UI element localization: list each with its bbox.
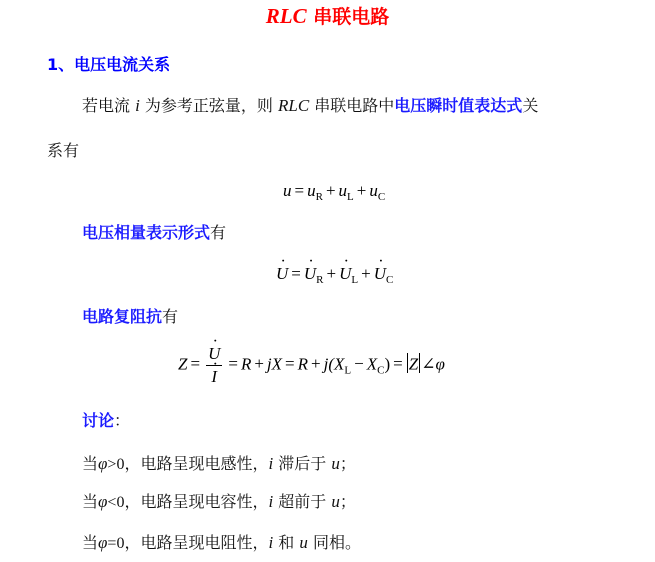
var-i: i — [135, 96, 140, 115]
eq-subscript: C — [377, 364, 385, 377]
eq-paren: ) — [384, 354, 391, 374]
colon: ： — [114, 411, 131, 430]
eq-symbol: u — [307, 181, 316, 200]
item-text: >0，电路呈现电感性， — [107, 456, 269, 473]
highlight-instantaneous: 电压瞬时值表达式 — [394, 96, 523, 115]
eq-symbol: φ — [435, 354, 445, 374]
item-text: 当 — [82, 533, 99, 552]
eq-subscript: R — [315, 191, 323, 203]
equation-impedance — [178, 343, 445, 388]
eq-symbol: X — [334, 354, 345, 374]
equation-phasor — [276, 262, 393, 286]
var-i: i — [268, 533, 274, 552]
eq-operator: + — [326, 264, 337, 283]
equation-instantaneous — [283, 179, 385, 203]
eq-symbol: u — [338, 181, 348, 200]
item-text: 当 — [82, 492, 99, 511]
discussion-label — [82, 409, 130, 433]
intro-paragraph-line1 — [82, 94, 538, 118]
eq-subscript: C — [385, 274, 394, 286]
eq-operator: = — [294, 181, 305, 200]
eq-subscript: R — [316, 274, 324, 286]
eq-subscript: C — [377, 191, 386, 203]
var-i: i — [268, 492, 274, 511]
var-u: u — [331, 454, 340, 473]
item-text: 当 — [82, 454, 99, 473]
eq-symbol: u — [369, 181, 378, 200]
eq-phasor-symbol: · U — [339, 262, 351, 286]
abs-bar — [407, 353, 408, 373]
eq-operator: + — [361, 264, 371, 283]
eq-operator: = — [285, 354, 295, 374]
eq-fraction — [206, 343, 222, 388]
phi-symbol: φ — [98, 533, 108, 552]
eq-symbol: u — [283, 181, 292, 200]
label-text: 有 — [210, 223, 227, 242]
eq-operator: = — [393, 354, 403, 374]
item-text: <0，电路呈现电容性， — [107, 494, 269, 511]
eq-subscript: L — [347, 191, 354, 203]
item-text: ； — [339, 454, 356, 473]
eq-symbol: R — [297, 354, 309, 374]
intro-paragraph-line2: 系有 — [47, 141, 80, 160]
title-rlc: RLC — [265, 4, 307, 28]
discussion-item-inductive — [82, 452, 356, 477]
eq-operator: = — [190, 354, 201, 374]
eq-symbol: X — [366, 354, 378, 374]
phi-symbol: φ — [98, 492, 108, 511]
eq-operator: = — [228, 354, 238, 374]
phi-symbol: φ — [98, 454, 108, 473]
intro-text: 串联电路中 — [309, 96, 395, 115]
var-u: u — [331, 492, 340, 511]
item-text: =0，电路呈现电阻性， — [107, 535, 269, 552]
eq-operator: + — [311, 354, 321, 374]
eq-phasor-symbol: · U — [276, 262, 288, 286]
discussion-item-resistive — [82, 531, 361, 556]
fraction-denominator: · I — [206, 366, 222, 388]
eq-subscript: L — [351, 274, 359, 286]
item-text: ； — [339, 492, 356, 511]
highlight-phasor: 电压相量表示形式 — [82, 223, 211, 242]
eq-operator: + — [254, 354, 264, 374]
phasor-label — [82, 221, 226, 245]
item-text: 超前于 — [273, 492, 332, 511]
eq-operator: + — [325, 181, 336, 200]
eq-phasor-symbol: · U — [374, 262, 386, 286]
intro-text: 为参考正弦量，则 — [139, 96, 279, 115]
discussion-heading: 讨论 — [82, 411, 115, 430]
eq-operator: = — [291, 264, 301, 283]
discussion-item-capacitive — [82, 490, 356, 515]
document-title — [0, 3, 655, 30]
intro-text: 若电流 — [82, 96, 136, 115]
eq-symbol: Z — [178, 354, 188, 374]
eq-phasor-symbol: · U — [304, 262, 316, 286]
angle-symbol: ∠ — [421, 354, 436, 374]
var-i: i — [268, 454, 274, 473]
eq-operator: + — [356, 181, 367, 200]
eq-symbol: j( — [323, 354, 334, 374]
item-text: 和 — [273, 533, 300, 552]
eq-subscript: L — [344, 364, 352, 377]
var-u: u — [299, 533, 308, 552]
fraction-numerator: · U — [206, 343, 222, 366]
eq-symbol: R — [240, 354, 252, 374]
title-text: 串联电路 — [306, 6, 390, 28]
section-heading: 1、电压电流关系 — [47, 55, 171, 74]
impedance-label — [82, 305, 178, 329]
eq-operator: − — [354, 354, 364, 374]
item-text: 滞后于 — [273, 454, 332, 473]
eq-symbol: jX — [266, 354, 283, 374]
eq-symbol: Z — [408, 354, 419, 374]
label-text: 有 — [162, 307, 179, 326]
item-text: 同相。 — [307, 533, 361, 552]
highlight-impedance: 电路复阻抗 — [82, 307, 163, 326]
intro-text: 关 — [522, 96, 539, 115]
rlc-term: RLC — [278, 96, 310, 115]
